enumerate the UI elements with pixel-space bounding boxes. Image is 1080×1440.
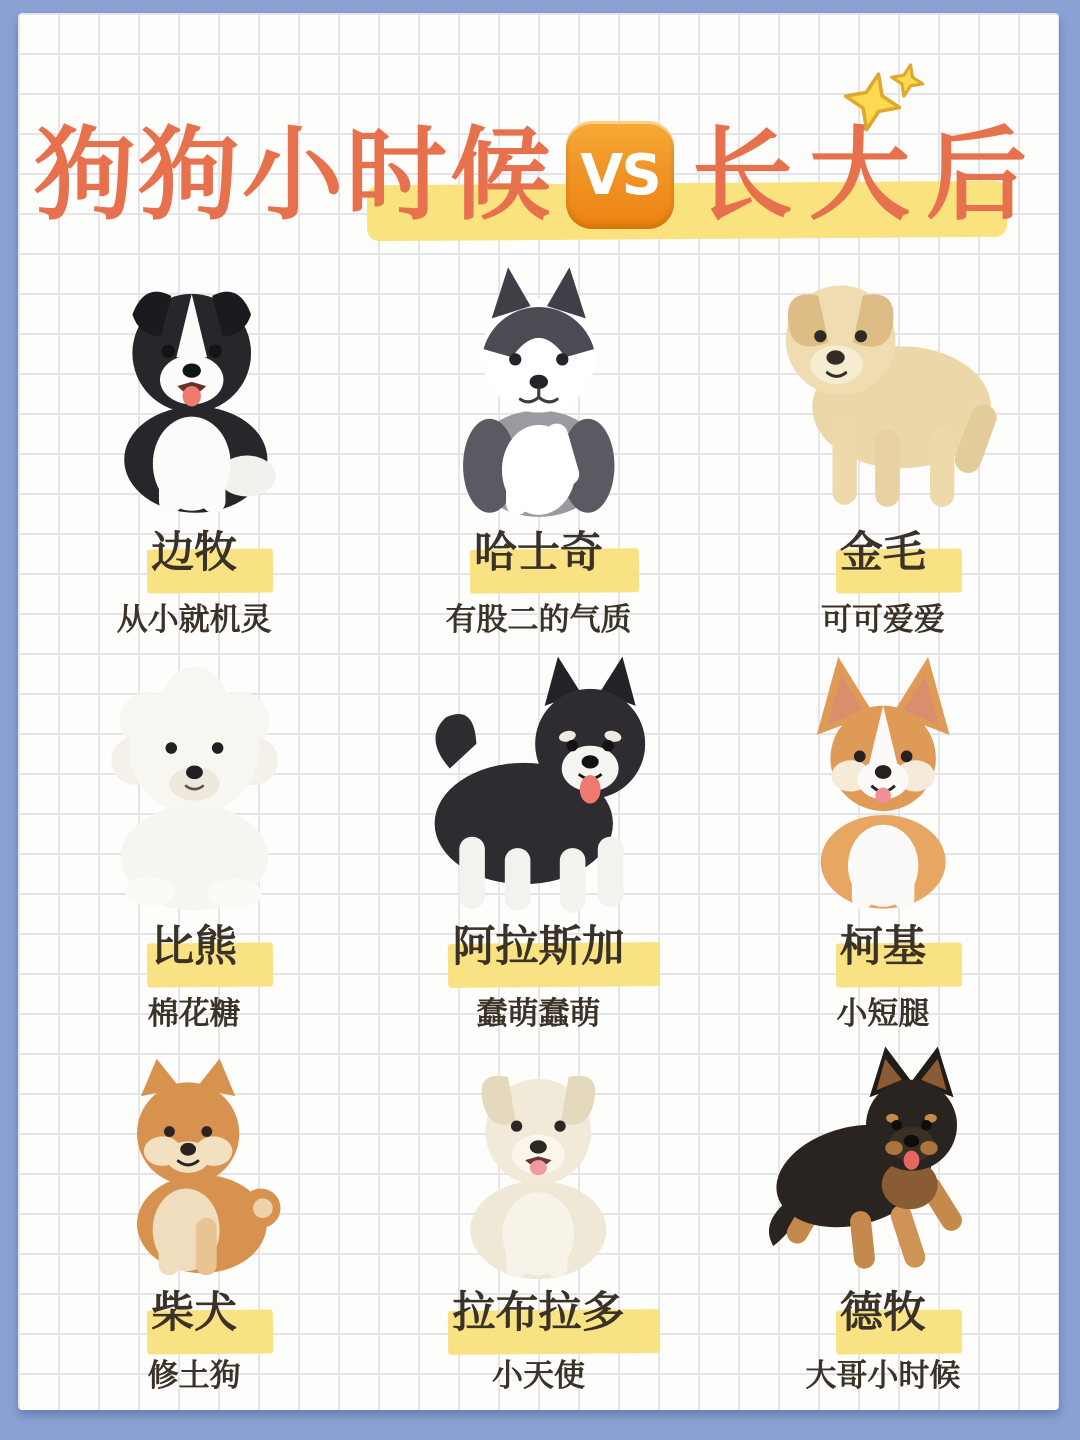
title-right-text: 长大后 — [692, 115, 1044, 234]
dog-card-bichon — [22, 649, 366, 1043]
dog-card-husky — [366, 249, 710, 649]
bichon-frise-puppy-photo — [68, 649, 321, 915]
breed-name: 拉布拉多 — [452, 1288, 625, 1338]
golden-retriever-puppy-photo — [731, 255, 1036, 521]
breed-caption: 大哥小时候 — [805, 1358, 961, 1395]
alaskan-malamute-puppy-photo — [391, 649, 685, 915]
breed-caption: 棉花糖 — [147, 996, 241, 1032]
breed-name: 金毛 — [839, 527, 926, 578]
breed-name: 哈士奇 — [473, 527, 603, 578]
breed-name: 柯基 — [839, 921, 926, 972]
breed-caption: 有股二的气质 — [445, 602, 632, 638]
dog-card-alaskan — [366, 649, 710, 1043]
grid-paper-poster — [18, 13, 1059, 1410]
dog-card-shiba — [22, 1043, 366, 1413]
breed-caption: 蠢萌蠢萌 — [476, 996, 601, 1032]
husky-puppy-photo — [416, 255, 662, 521]
dog-card-corgi — [711, 649, 1055, 1043]
title-left-text: 狗狗小时候 — [33, 115, 554, 234]
dog-card-german-shepherd — [711, 1043, 1055, 1413]
breed-name: 边牧 — [151, 527, 238, 578]
breed-caption: 小天使 — [491, 1358, 585, 1395]
breed-caption: 可可爱爱 — [820, 602, 945, 638]
poster-title — [18, 105, 1059, 245]
vs-badge-icon: VS — [566, 121, 674, 229]
dog-grid — [22, 249, 1055, 1406]
breed-name: 柴犬 — [151, 1288, 238, 1338]
breed-name: 德牧 — [839, 1288, 926, 1338]
breed-caption: 从小就机灵 — [116, 602, 272, 638]
border-collie-puppy-photo — [71, 255, 317, 521]
dog-card-golden — [711, 249, 1055, 649]
dog-card-labrador — [366, 1043, 710, 1413]
corgi-puppy-photo — [766, 649, 1000, 915]
sparkle-icon — [839, 61, 931, 141]
dog-card-border-collie — [22, 249, 366, 649]
breed-caption: 修土狗 — [147, 1358, 241, 1395]
shiba-inu-puppy-photo — [76, 1043, 312, 1281]
breed-name: 比熊 — [151, 921, 238, 972]
labrador-puppy-photo — [425, 1043, 652, 1281]
breed-name: 阿拉斯加 — [452, 921, 625, 972]
german-shepherd-puppy-photo — [747, 1043, 1018, 1281]
breed-caption: 小短腿 — [836, 996, 930, 1032]
